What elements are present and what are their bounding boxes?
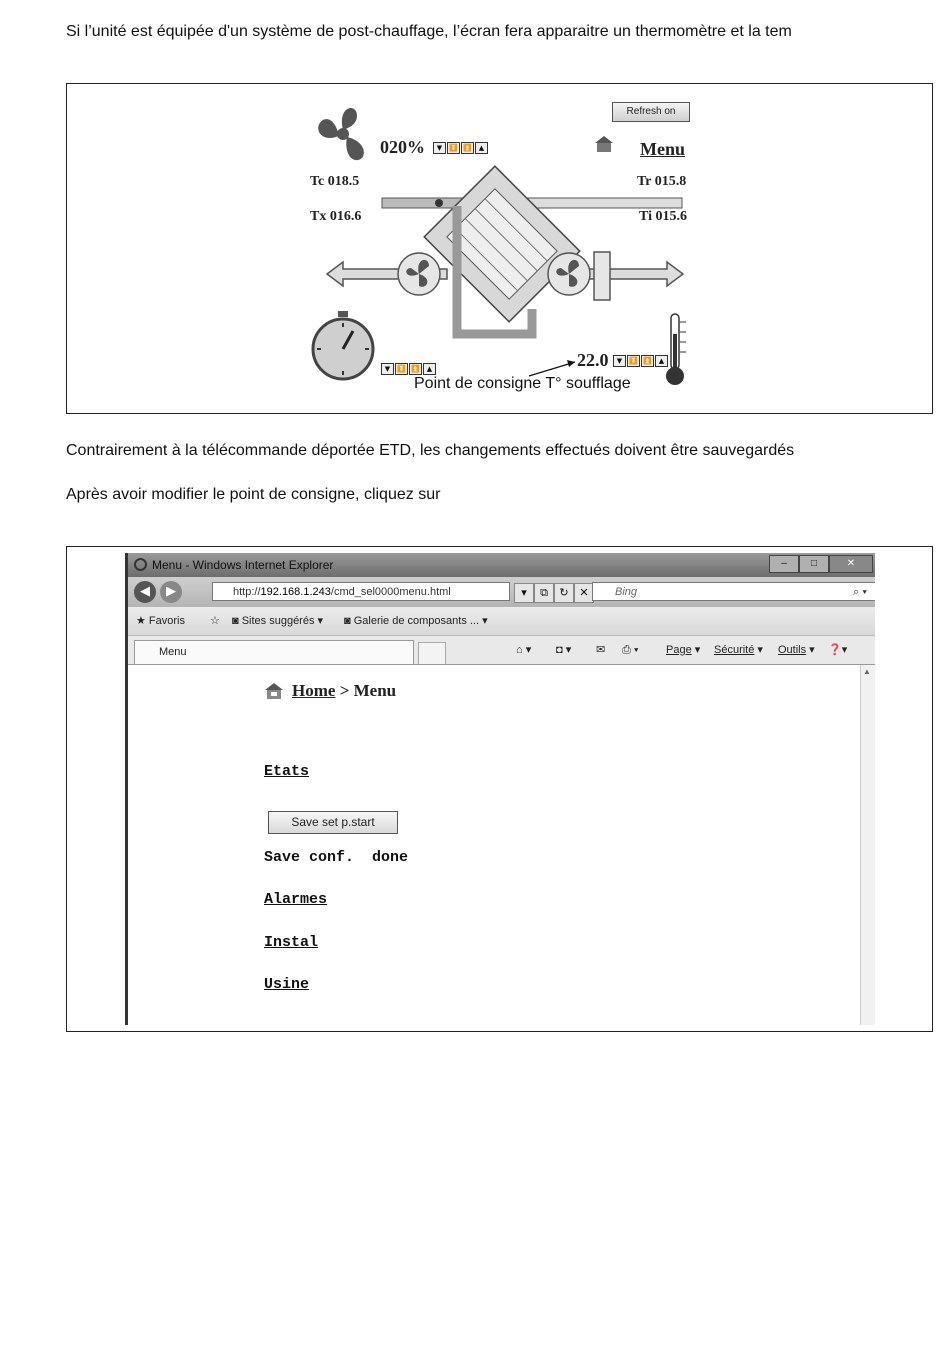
usine-link[interactable]: Usine bbox=[264, 976, 310, 993]
arrow-up-icon[interactable]: ▲ bbox=[655, 355, 668, 367]
compatibility-icon[interactable]: ⧉ bbox=[534, 583, 554, 603]
figure-supervision-screen bbox=[66, 83, 933, 414]
new-tab-button[interactable] bbox=[418, 642, 446, 664]
page-menu[interactable]: Page ▾ bbox=[666, 644, 701, 656]
security-menu[interactable]: Sécurité ▾ bbox=[714, 644, 763, 656]
tab-menu[interactable] bbox=[134, 640, 414, 664]
favorites-label: Favoris bbox=[148, 615, 185, 627]
page-content bbox=[128, 665, 861, 1025]
ie-logo-icon bbox=[134, 558, 147, 571]
save-status-text: Save conf. done bbox=[264, 849, 409, 866]
help-icon[interactable]: ❓▾ bbox=[828, 644, 848, 656]
setpoint-arrows bbox=[613, 355, 668, 367]
arrow-down-icon[interactable]: ▼ bbox=[613, 355, 626, 367]
feeds-icon[interactable]: ◘ ▾ bbox=[556, 644, 572, 656]
extract-fan-icon bbox=[398, 253, 440, 295]
ventilation-diagram bbox=[307, 94, 697, 399]
supervision-screenshot bbox=[307, 94, 697, 399]
arrow-fast-up-icon[interactable]: ⏫ bbox=[409, 363, 422, 375]
gallery-label: Galerie de composants ... ▾ bbox=[353, 615, 488, 627]
tools-menu-label: Outils bbox=[778, 644, 807, 656]
timer-arrows bbox=[381, 363, 436, 375]
breadcrumb-current: Menu bbox=[353, 681, 397, 700]
search-icon[interactable]: ⌕ ▾ bbox=[853, 586, 867, 598]
back-button[interactable]: ◀ bbox=[134, 581, 156, 603]
tools-menu[interactable]: Outils ▾ bbox=[778, 644, 815, 656]
breadcrumb bbox=[292, 681, 396, 701]
arrow-fast-down-icon[interactable]: ⏬ bbox=[395, 363, 408, 375]
instal-link[interactable]: Instal bbox=[264, 934, 319, 951]
home-network-icon bbox=[264, 681, 284, 701]
setpoint-caption: Point de consigne T° soufflage bbox=[414, 375, 631, 392]
forward-button[interactable]: ▶ bbox=[160, 581, 182, 603]
dropdown-icon[interactable]: ▾ bbox=[514, 583, 534, 603]
security-menu-label: Sécurité bbox=[714, 644, 755, 656]
suggested-sites-link[interactable]: ◙ Sites suggérés ▾ bbox=[232, 615, 324, 627]
breadcrumb-home-link[interactable]: Home bbox=[292, 681, 336, 700]
menu-link[interactable]: Menu bbox=[640, 139, 685, 159]
scroll-up-icon[interactable]: ▲ bbox=[863, 667, 871, 676]
refresh-icon[interactable]: ↻ bbox=[554, 583, 574, 603]
alarmes-link[interactable]: Alarmes bbox=[264, 891, 328, 908]
arrow-down-icon[interactable]: ▼ bbox=[381, 363, 394, 375]
window-title: Menu - Windows Internet Explorer bbox=[152, 558, 334, 572]
arrow-fast-down-icon[interactable]: ⏬ bbox=[447, 142, 460, 154]
tr-temperature: Tr 015.8 bbox=[637, 174, 687, 189]
home-icon[interactable]: ⌂ ▾ bbox=[516, 644, 532, 656]
arrow-fast-down-icon[interactable]: ⏬ bbox=[627, 355, 640, 367]
url-host: 192.168.1.243 bbox=[260, 586, 331, 598]
thermometer-icon bbox=[666, 314, 686, 385]
home-network-icon bbox=[595, 136, 613, 152]
tab-row bbox=[128, 636, 875, 665]
suggested-sites-label: Sites suggérés ▾ bbox=[241, 615, 324, 627]
vertical-scrollbar[interactable] bbox=[860, 665, 875, 1025]
close-button[interactable]: ✕ bbox=[829, 555, 873, 573]
title-bar bbox=[128, 553, 875, 577]
supply-fan-icon bbox=[548, 253, 590, 295]
page-menu-label: Page bbox=[666, 644, 692, 656]
maximize-button[interactable]: □ bbox=[799, 555, 829, 573]
search-input[interactable] bbox=[592, 582, 875, 601]
setpoint-value: 22.0 bbox=[577, 350, 609, 370]
save-set-button[interactable]: Save set p.start bbox=[268, 811, 398, 834]
ti-temperature: Ti 015.6 bbox=[639, 209, 687, 224]
etats-link[interactable]: Etats bbox=[264, 763, 310, 780]
arrow-fast-up-icon[interactable]: ⏫ bbox=[461, 142, 474, 154]
figure-browser-menu bbox=[66, 546, 933, 1032]
address-bar-row bbox=[128, 577, 875, 607]
gallery-link[interactable]: ◙ Galerie de composants ... ▾ bbox=[344, 615, 488, 627]
breadcrumb-separator: > bbox=[335, 681, 354, 700]
address-input[interactable] bbox=[212, 582, 510, 601]
mail-icon[interactable]: ✉ bbox=[596, 644, 606, 656]
arrow-up-icon[interactable]: ▲ bbox=[423, 363, 436, 375]
intro-paragraph: Si l’unité est équipée d'un système de post-chauffage, l’écran fera apparaitre un thermomètre et la tem bbox=[66, 23, 792, 40]
search-placeholder: Bing bbox=[615, 586, 638, 598]
fan-speed-arrows bbox=[433, 142, 488, 154]
tx-temperature: Tx 016.6 bbox=[310, 209, 362, 224]
favorites-bar bbox=[128, 607, 875, 636]
fan-speed-value: 020% bbox=[380, 137, 425, 157]
minimize-button[interactable]: – bbox=[769, 555, 799, 573]
instruction-paragraph: Après avoir modifier le point de consigne, cliquez sur bbox=[66, 486, 441, 503]
browser-window bbox=[125, 553, 875, 1025]
fan-icon bbox=[318, 108, 364, 160]
arrow-fast-up-icon[interactable]: ⏫ bbox=[641, 355, 654, 367]
arrow-up-icon[interactable]: ▲ bbox=[475, 142, 488, 154]
stop-icon[interactable]: ✕ bbox=[574, 583, 594, 603]
refresh-button[interactable]: Refresh on bbox=[612, 102, 690, 122]
tab-menu-label: Menu bbox=[159, 646, 187, 658]
url-path: /cmd_sel0000menu.html bbox=[330, 586, 451, 598]
favorites-button[interactable]: ★ Favoris bbox=[136, 615, 185, 627]
arrow-down-icon[interactable]: ▼ bbox=[433, 142, 446, 154]
print-icon[interactable]: ⎙ ▾ bbox=[622, 644, 639, 656]
save-paragraph: Contrairement à la télécommande déportée ETD, les changements effectués doivent être sauvegardés bbox=[66, 442, 795, 459]
timer-icon bbox=[313, 311, 373, 379]
te-temperature: Tc 018.5 bbox=[310, 174, 360, 189]
add-favorite-icon[interactable]: ☆ bbox=[210, 615, 220, 627]
url-prefix: http:// bbox=[233, 586, 261, 598]
